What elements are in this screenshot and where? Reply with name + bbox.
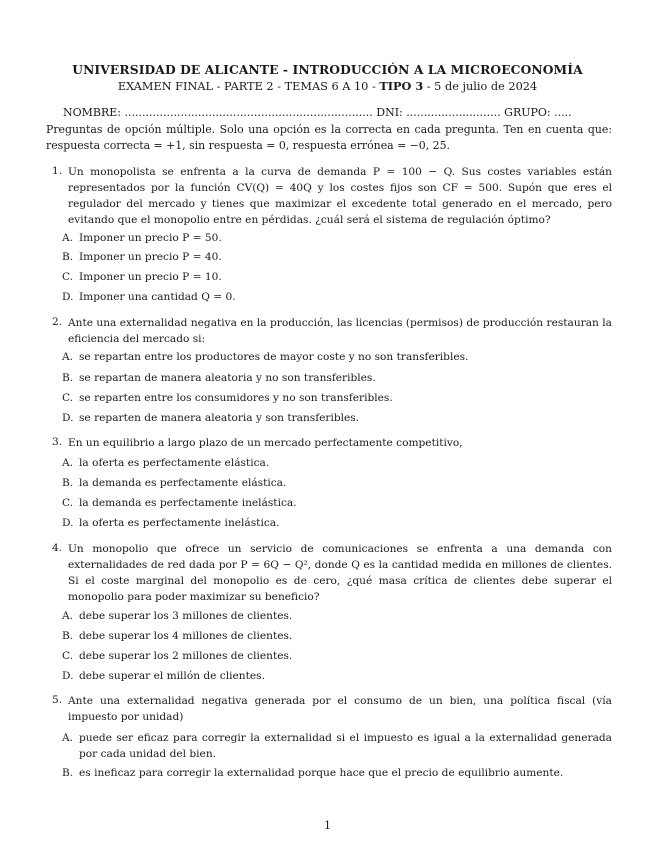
subtitle-prefix: EXAMEN FINAL - PARTE 2 - TEMAS 6 A 10 - [117,80,380,93]
exam-title: UNIVERSIDAD DE ALICANTE - INTRODUCCIÓN A LA MICROECONOMÍA [72,62,583,77]
option-4a [62,609,612,625]
option-text: la demanda es perfectamente elástica. [79,477,287,489]
option-letter: D. [62,670,74,682]
option-3a [62,456,612,472]
option-letter: A. [62,732,74,744]
question-5 [52,694,612,726]
question-text: Ante una externalidad negativa generada por el consumo de un bien, una política fiscal (vía impuesto por unidad) [68,695,612,723]
option-4d [62,669,612,685]
option-letter: D. [62,517,74,529]
option-text: Imponer un precio P = 10. [79,271,222,283]
option-letter: A. [62,232,74,244]
option-letter: C. [62,650,74,662]
option-letter: C. [62,271,74,283]
question-number: 1. [52,165,63,177]
option-text: debe superar los 2 millones de clientes. [79,650,293,662]
option-1d [62,290,612,306]
question-number: 3. [52,436,63,448]
option-letter: A. [62,610,74,622]
question-3 [52,436,612,452]
exam-subtitle [0,79,655,93]
question-2 [52,316,612,348]
option-text: debe superar los 3 millones de clientes. [79,610,293,622]
question-number: 2. [52,316,63,328]
option-5b [62,766,612,782]
question-number: 4. [52,542,63,554]
option-1b [62,250,612,266]
option-1a [62,231,612,247]
option-letter: D. [62,291,74,303]
option-4b [62,629,612,645]
exam-date: - 5 de julio de 2024 [423,80,538,93]
option-3b [62,476,612,492]
option-text: debe superar los 4 millones de clientes. [79,630,293,642]
question-text: Un monopolio que ofrece un servicio de comunicaciones se enfrenta a una demanda con externalidades de red dada por P = 6Q − Q², donde Q es la cantidad medida en millones de clientes. Si el coste marginal del monopolio es de cero, ¿qué masa crítica de clientes debe superar el monopolio para poder maximizar su beneficio? [68,543,612,603]
option-text: se reparten de manera aleatoria y son transferibles. [79,412,360,424]
exam-type: TIPO 3 [379,79,424,93]
question-4 [52,542,612,606]
page-number: 1 [324,819,331,832]
option-letter: D. [62,412,74,424]
option-3c [62,496,612,512]
question-number: 5. [52,694,63,706]
question-1 [52,165,612,229]
option-1c [62,270,612,286]
option-text: puede ser eficaz para corregir la externalidad si el impuesto es igual a la externalidad generada por cada unidad del bien. [79,732,612,760]
option-letter: B. [62,630,74,642]
question-text: Ante una externalidad negativa en la producción, las licencias (permisos) de producción restauran la eficiencia del mercado si: [68,317,612,345]
option-letter: B. [62,477,74,489]
option-text: Imponer un precio P = 50. [79,232,222,244]
question-text: En un equilibrio a largo plazo de un mercado perfectamente competitivo, [68,437,463,449]
option-letter: B. [62,251,74,263]
option-letter: B. [62,767,74,779]
option-2d [62,411,612,427]
option-text: la oferta es perfectamente inelástica. [79,517,280,529]
option-letter: C. [62,392,74,404]
option-text: Imponer un precio P = 40. [79,251,222,263]
option-5a [62,731,612,763]
option-text: la oferta es perfectamente elástica. [79,457,270,469]
option-3d [62,516,612,532]
option-text: se repartan entre los productores de mayor coste y no son transferibles. [79,351,469,363]
option-text: se repartan de manera aleatoria y no son transferibles. [79,372,376,384]
option-text: debe superar el millón de clientes. [79,670,265,682]
option-letter: A. [62,351,74,363]
student-id-line: NOMBRE: ....................................................................... DNI: ........................... GRUPO: ..... [63,106,572,119]
option-4c [62,649,612,665]
option-2b [62,371,612,387]
option-text: se reparten entre los consumidores y no son transferibles. [79,392,393,404]
question-text: Un monopolista se enfrenta a la curva de demanda P = 100 − Q. Sus costes variables están representados por la función CV(Q) = 40Q y los costes fijos son CF = 500. Supón que eres el regulador del mercado y tienes que maximizar el excedente total generado en el mercado, pero evitando que el monopolio entre en pérdidas. ¿cuál será el sistema de regulación óptimo? [68,166,612,226]
option-2c [62,391,612,407]
option-2a [62,350,612,366]
option-text: la demanda es perfectamente inelástica. [79,497,297,509]
option-letter: C. [62,497,74,509]
option-letter: A. [62,457,74,469]
option-letter: B. [62,372,74,384]
instructions: Preguntas de opción múltiple. Solo una opción es la correcta en cada pregunta. Ten en cuenta que: respuesta correcta = +1, sin respuesta = 0, respuesta errónea = −0, 25. [46,123,612,152]
option-text: es ineficaz para corregir la externalidad porque hace que el precio de equilibrio aumente. [79,767,564,779]
option-text: Imponer una cantidad Q = 0. [79,291,236,303]
